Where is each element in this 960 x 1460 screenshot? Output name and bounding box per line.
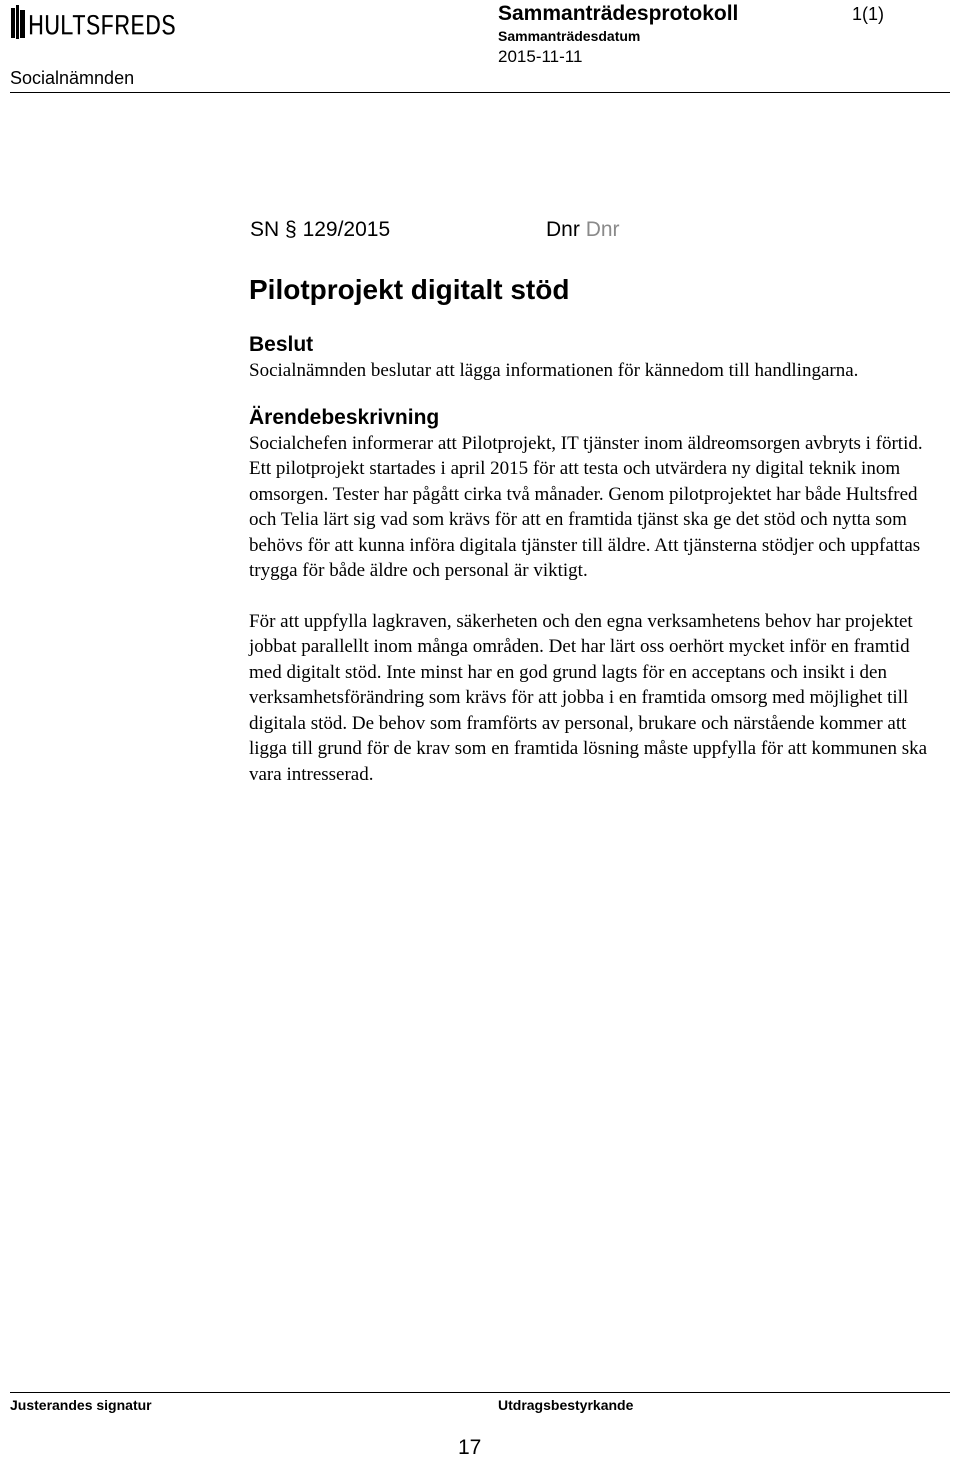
section-heading-beslut: Beslut xyxy=(249,333,314,356)
dnr-label: Dnr xyxy=(546,218,580,241)
dnr-value: Dnr xyxy=(585,218,620,241)
arende-paragraph-1: Socialchefen informerar att Pilotprojekt, IT tjänster inom äldreomsorgen avbryts i förtid. xyxy=(249,432,923,454)
page-number: 17 xyxy=(458,1436,482,1459)
department-name: Socialnämnden xyxy=(10,68,135,88)
footer-divider xyxy=(10,1392,950,1393)
case-id: 129/2015 xyxy=(302,218,391,241)
page-indicator: 1(1) xyxy=(852,4,885,24)
municipality-logo xyxy=(10,2,178,42)
header-divider xyxy=(10,92,950,93)
arende-paragraph-3: För att uppfylla lagkraven, säkerheten och den egna verksamhetens behov har projektet jobbat parallellt inom många områden. Det har lärt oss oerhört mycket inför en framtid med digitalt stöd. Inte minst har en god grund lagts för en acceptans och insikt i den verksamhetsförändring som krävs för att jobba i en framtida omsorg med möjlighet till digitala stöd. De behov som framförts av personal, brukare och närstående kommer att ligga till grund för de krav som en framtida lösning måste uppfylla för att kommunen ska vara intresserad. xyxy=(249,610,928,785)
signature-label: Justerandes signatur xyxy=(10,1397,152,1413)
logo-text: HULTSFREDS xyxy=(28,9,176,42)
page-title: Pilotprojekt digitalt stöd xyxy=(249,274,570,305)
section-heading-arendebeskrivning: Ärendebeskrivning xyxy=(249,405,440,429)
arende-paragraph-2: Ett pilotprojekt startades i april 2015 för att testa och utvärdera ny digital teknik inom omsorgen. Tester har pågått cirka två månader. Genom pilotprojektet har både Hultsfred och Telia lärt sig vad som krävs för att en framtida tjänst ska ge det stöd och nytta som behövs för att kunna införa digitala tjänster till äldre. Att tjänsterna stödjer och uppfattas trygga för både äldre och personal är viktigt. xyxy=(249,458,921,581)
meeting-date: 2015-11-11 xyxy=(498,47,583,66)
diary-number xyxy=(546,218,620,242)
meeting-date-label: Sammanträdesdatum xyxy=(498,28,641,44)
section-symbol: § xyxy=(285,218,297,241)
case-number xyxy=(250,218,390,242)
extract-certification-label: Utdragsbestyrkande xyxy=(498,1397,634,1413)
case-prefix: SN xyxy=(250,218,280,241)
document-body xyxy=(249,332,929,787)
document-type: Sammanträdesprotokoll xyxy=(498,2,739,25)
beslut-text: Socialnämnden beslutar att lägga informationen för kännedom till handlingarna. xyxy=(249,360,859,381)
